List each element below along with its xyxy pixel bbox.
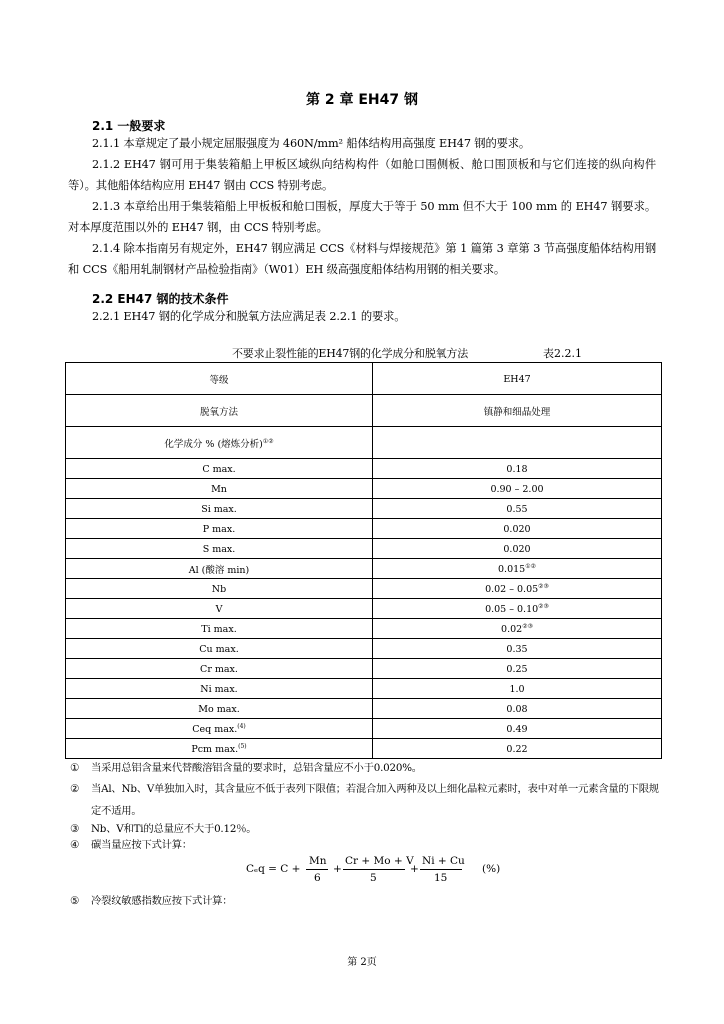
formula-f2-numerator: Cr + Mo + V	[345, 855, 414, 867]
table-cell-element	[66, 519, 373, 539]
table-cell-value	[373, 395, 662, 427]
cell-value: 0.49	[506, 723, 528, 735]
table-row	[66, 363, 662, 395]
table-cell-element	[66, 739, 373, 759]
cell-label: Al (酸溶 min)	[188, 564, 250, 576]
table-cell-value	[373, 479, 662, 499]
table-row	[66, 559, 662, 579]
cell-value: 0.02 – 0.05	[485, 583, 539, 595]
table-cell-value	[373, 519, 662, 539]
cell-label: Ti max.	[201, 623, 237, 635]
table-row	[66, 459, 662, 479]
table-row	[66, 499, 662, 519]
formula-f1-denominator: 6	[314, 872, 321, 884]
cell-label: 化学成分 % (熔炼分析)	[164, 438, 263, 450]
table-cell-element	[66, 719, 373, 739]
footnote-text: 冷裂纹敏感指数应按下式计算：	[91, 895, 233, 907]
table-cell-value	[373, 659, 662, 679]
cell-label: Pcm max.	[191, 743, 239, 755]
formula-f3-denominator: 15	[434, 872, 448, 884]
footnote-text: 当Al、Nb、V单独加入时，其含量应不低于表列下限值；若混合加入两种及以上细化晶粒元素时，表中对单一元素含量的下限规定不适用。	[91, 783, 659, 817]
table-cell-element	[66, 559, 373, 579]
cell-label: Si max.	[201, 503, 237, 515]
footnote-ref: ②③	[538, 582, 549, 590]
cell-value: 0.05 – 0.10	[485, 603, 539, 615]
cell-label: P max.	[202, 523, 236, 535]
cell-value: 0.90 – 2.00	[490, 483, 544, 495]
carbon-equivalent-formula	[246, 852, 526, 888]
cell-label: Cu max.	[199, 643, 239, 655]
table-cell-value	[373, 679, 662, 699]
table-caption: 不要求止裂性能的EH47钢的化学成分和脱氧方法	[232, 347, 469, 360]
cell-label: S max.	[202, 543, 236, 555]
footnote-marker: ②	[70, 783, 80, 795]
paragraph-2-1-1: 2.1.1 本章规定了最小规定屈服强度为 460N/mm² 船体结构用高强度 EH47 钢的要求。	[92, 137, 531, 150]
table-cell-element	[66, 679, 373, 699]
cell-value: 0.020	[503, 543, 531, 555]
paragraph-2-1-4: 2.1.4 除本指南另有规定外，EH47 钢应满足 CCS《材料与焊接规范》第 1 篇第 3 章第 3 节高强度船体结构用钢和 CCS《船用轧制钢材产品检验指南》（W01）EH 级高强度船体结构用钢的相关要求。	[68, 242, 656, 276]
table-row	[66, 739, 662, 759]
table-cell-value	[373, 739, 662, 759]
table-cell-element	[66, 479, 373, 499]
table-row	[66, 599, 662, 619]
cell-label: C max.	[202, 463, 236, 475]
cell-value: 0.015	[498, 563, 526, 575]
cell-label: V	[215, 603, 223, 615]
footnote-ref: (5)	[238, 742, 247, 750]
cell-label: Mn	[211, 483, 227, 495]
cell-label: 脱氧方法	[199, 406, 238, 418]
footnote-ref: (4)	[237, 722, 246, 730]
paragraph-2-1-3: 2.1.3 本章给出用于集装箱船上甲板板和舱口围板，厚度大于等于 50 mm 但不大于 100 mm 的 EH47 钢要求。对本厚度范围以外的 EH47 钢，由 CCS 特别考虑。	[68, 200, 656, 234]
cell-label: Nb	[211, 583, 227, 595]
cell-value: 镇静和细晶处理	[483, 406, 551, 418]
table-row	[66, 539, 662, 559]
table-row	[66, 719, 662, 739]
footnote-ref: ①②	[262, 437, 274, 445]
table-row	[66, 479, 662, 499]
table-number: 表2.2.1	[543, 347, 582, 360]
table-cell-element	[66, 659, 373, 679]
footnote-text: 当采用总铝含量来代替酸溶铝含量的要求时，总铝含量应不小于0.020%。	[91, 762, 422, 774]
fraction-bar	[343, 869, 405, 870]
cell-label: Cr max.	[200, 663, 238, 675]
table-cell-element	[66, 539, 373, 559]
table-cell-element	[66, 427, 373, 459]
cell-value: EH47	[503, 373, 531, 385]
section-heading-technical: 2.2 EH47 钢的技术条件	[92, 292, 229, 306]
table-cell-element	[66, 699, 373, 719]
table-cell-value	[373, 499, 662, 519]
cell-value: 1.0	[509, 683, 525, 695]
formula-lhs: Cₑq = C +	[246, 863, 301, 875]
table-row	[66, 679, 662, 699]
paragraph-2-1-2: 2.1.2 EH47 钢可用于集装箱船上甲板区域纵向结构构件（如舱口围侧板、舱口围顶板和与它们连接的纵向构件等）。其他船体结构应用 EH47 钢由 CCS 特别考虑。	[68, 158, 656, 192]
cell-label: Ceq max.	[192, 723, 238, 735]
footnote-marker: ③	[70, 823, 80, 835]
cell-value: 0.020	[503, 523, 531, 535]
table-cell-value	[373, 719, 662, 739]
table-cell-value	[373, 579, 662, 599]
cell-value: 0.08	[506, 703, 528, 715]
formula-f1-numerator: Mn	[309, 855, 327, 867]
chemical-composition-table	[65, 362, 662, 759]
table-row	[66, 395, 662, 427]
cell-value: 0.18	[506, 463, 528, 475]
table-cell-element	[66, 599, 373, 619]
footnote-ref: ①②	[525, 562, 536, 570]
cell-value: 0.25	[506, 663, 528, 675]
table-cell-value	[373, 539, 662, 559]
table-row	[66, 579, 662, 599]
formula-plus: +	[410, 863, 419, 875]
table-row	[66, 699, 662, 719]
table-cell-element	[66, 619, 373, 639]
chapter-title: 第 2 章 EH47 钢	[306, 92, 418, 108]
table-cell-value	[373, 363, 662, 395]
cell-value: 0.35	[506, 643, 528, 655]
cell-label: 等级	[209, 374, 229, 386]
table-row	[66, 659, 662, 679]
cell-value: 0.02	[501, 623, 523, 635]
section-heading-general: 2.1 一般要求	[92, 119, 166, 133]
footnote-text: Nb、V和Ti的总量应不大于0.12％。	[91, 823, 257, 835]
footnote-ref: ②③	[538, 602, 549, 610]
formula-f2-denominator: 5	[370, 872, 377, 884]
table-cell-value	[373, 639, 662, 659]
footnote-marker: ④	[70, 839, 80, 851]
cell-value: 0.55	[506, 503, 528, 515]
table-cell-element	[66, 459, 373, 479]
table-row	[66, 519, 662, 539]
table-cell-value	[373, 459, 662, 479]
fraction-bar	[420, 869, 462, 870]
table-cell-value	[373, 559, 662, 579]
table-cell-value	[373, 699, 662, 719]
footnote-text: 碳当量应按下式计算：	[91, 839, 192, 851]
table-cell-element	[66, 639, 373, 659]
table-cell-value	[373, 599, 662, 619]
table-row	[66, 639, 662, 659]
table-cell-value	[373, 619, 662, 639]
formula-unit: (%)	[482, 863, 501, 875]
table-cell-value	[373, 427, 662, 459]
cell-label: Ni max.	[200, 683, 238, 695]
table-cell-element	[66, 579, 373, 599]
formula-plus: +	[333, 863, 342, 875]
fraction-bar	[306, 869, 328, 870]
table-row	[66, 427, 662, 459]
table-cell-element	[66, 363, 373, 395]
table-cell-element	[66, 395, 373, 427]
table-cell-element	[66, 499, 373, 519]
cell-value: 0.22	[506, 743, 528, 755]
cell-label: Mo max.	[198, 703, 240, 715]
paragraph-2-2-1: 2.2.1 EH47 钢的化学成分和脱氧方法应满足表 2.2.1 的要求。	[92, 310, 406, 323]
footnote-ref: ②③	[522, 622, 533, 630]
footnote-marker: ①	[70, 762, 80, 774]
footnote-marker: ⑤	[70, 895, 80, 907]
formula-f3-numerator: Ni + Cu	[422, 855, 465, 867]
table-row	[66, 619, 662, 639]
page-number: 第 2页	[347, 957, 377, 968]
